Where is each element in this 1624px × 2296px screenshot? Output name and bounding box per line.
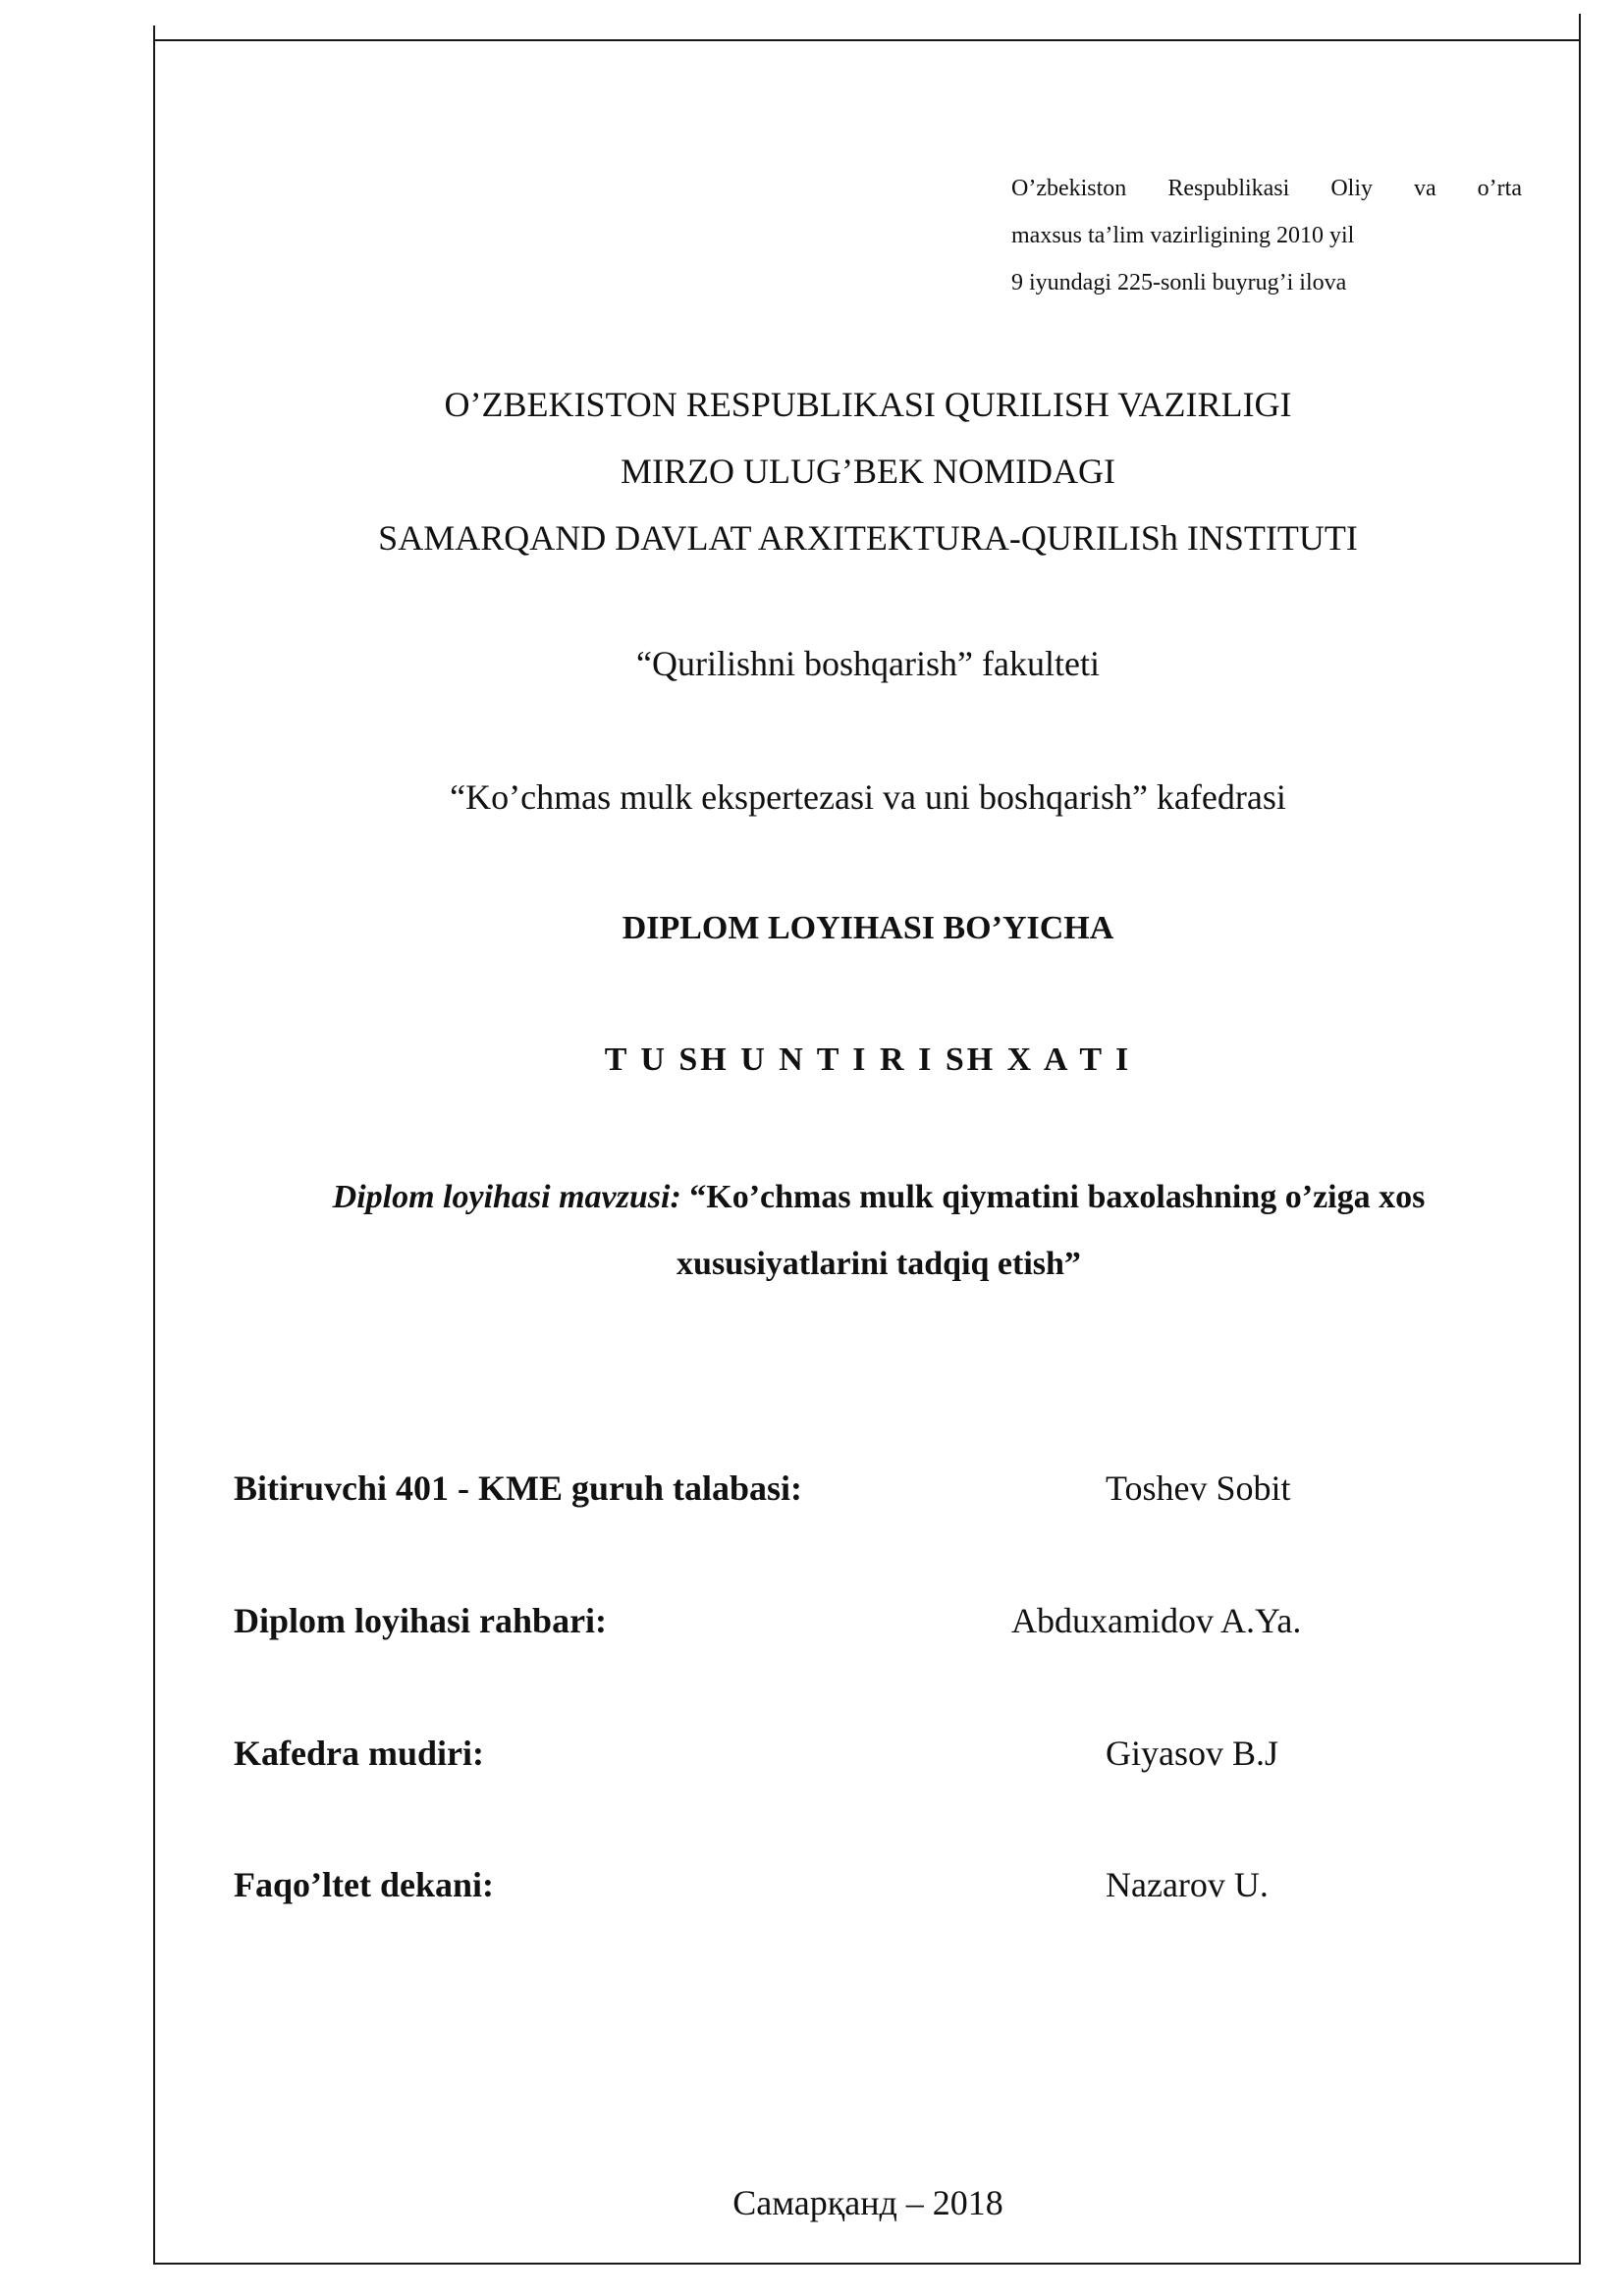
page-frame-bottom [153,2263,1581,2265]
department-name: “Ko’chmas mulk ekspertezasi va uni boshqarish” kafedrasi [450,777,1286,817]
order-note-line-3: 9 iyundagi 225-sonli buyrug’i ilova [1011,270,1347,295]
project-topic [236,1164,1522,1298]
signature-name: Giyasov B.J [1106,1734,1279,1773]
institute-name: SAMARQAND DAVLAT ARXITEKTURA-QURILISh INSTITUTI [378,518,1358,558]
signature-role: Bitiruvchi 401 - KME guruh talabasi: [234,1468,803,1508]
order-note-line-1: O’zbekiston Respublikasi Oliy va o’rta [1011,176,1522,201]
page-frame-left [153,26,155,2264]
signature-row-dean [234,1857,1510,1912]
document-subtitle: T U SH U N T I R I SH X A T I [604,1041,1132,1078]
signature-name: Abduxamidov A.Ya. [1011,1601,1302,1640]
ministry-name: O’ZBEKISTON RESPUBLIKASI QURILISH VAZIRLIGI [444,385,1292,424]
signature-name: Toshev Sobit [1106,1468,1291,1508]
topic-label: Diplom loyihasi mavzusi: [332,1179,681,1215]
institution-header [157,371,1579,571]
signature-row-student [234,1461,1510,1516]
order-annex-note [1011,165,1522,306]
page-frame-top [153,39,1581,41]
faculty-name: “Qurilishni boshqarish” fakulteti [636,644,1100,683]
place-and-year: Самарқанд – 2018 [732,2183,1003,2222]
signature-row-supervisor [234,1593,1510,1648]
signature-role: Kafedra mudiri: [234,1734,484,1773]
signature-name: Nazarov U. [1106,1865,1269,1904]
signature-row-head-of-department [234,1726,1510,1781]
signature-role: Diplom loyihasi rahbari: [234,1601,608,1640]
page-frame-right [1579,14,1581,2264]
document-title: DIPLOM LOYIHASI BO’YICHA [622,910,1114,946]
signature-role: Faqo’ltet dekani: [234,1865,494,1904]
order-note-line-2: maxsus ta’lim vazirligining 2010 yil [1011,223,1355,248]
topic-text: “Ko’chmas mulk qiymatini baxolashning o’ziga xos xususiyatlarini tadqiq etish” [677,1179,1426,1282]
named-after: MIRZO ULUG’BEK NOMIDAGI [621,452,1115,491]
